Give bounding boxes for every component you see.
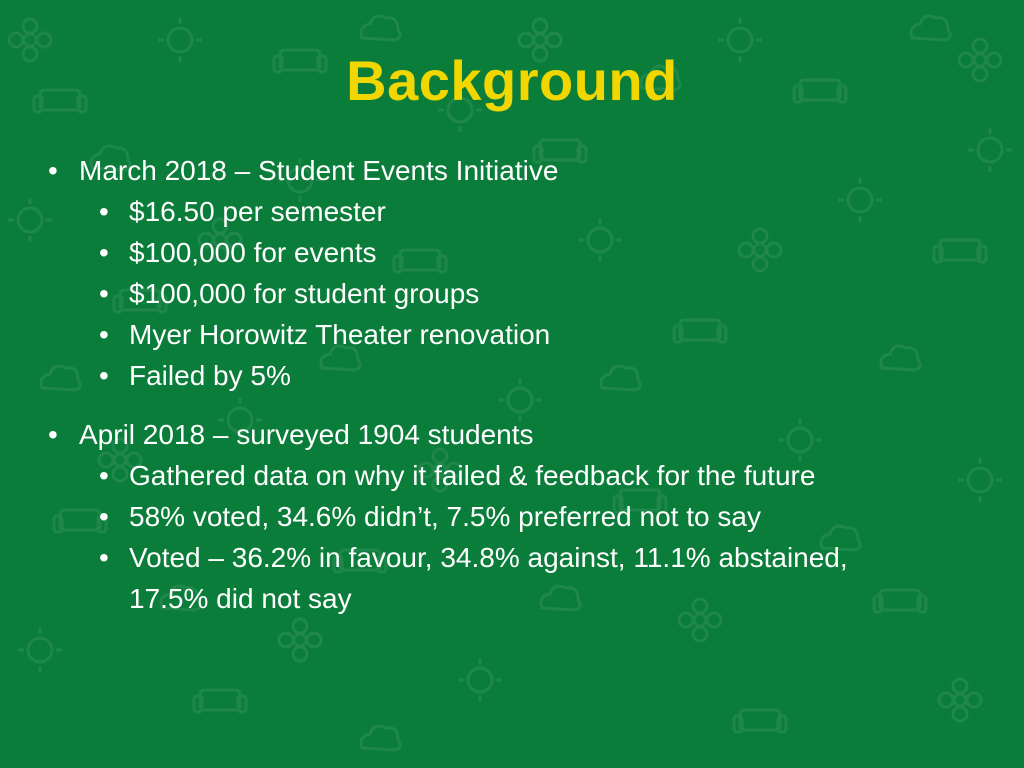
sub-bullet-item: • Gathered data on why it failed & feedback for the future xyxy=(99,455,868,496)
bullet-item xyxy=(48,150,868,396)
sub-bullet-item: • $100,000 for events xyxy=(99,232,868,273)
sub-bullet-item: • Voted – 36.2% in favour, 34.8% against, 11.1% abstained, 17.5% did not say xyxy=(99,537,868,619)
slide-body xyxy=(48,150,868,619)
bullet-item xyxy=(48,414,868,619)
bullet-text: April 2018 – surveyed 1904 students xyxy=(79,419,534,450)
sub-bullet-item: • 58% voted, 34.6% didn’t, 7.5% preferred not to say xyxy=(99,496,868,537)
sub-bullet-list xyxy=(99,455,868,619)
sub-bullet-item: • Failed by 5% xyxy=(99,355,868,396)
bullet-text: March 2018 – Student Events Initiative xyxy=(79,155,559,186)
bullet-list xyxy=(48,150,868,619)
sub-bullet-item: • Myer Horowitz Theater renovation xyxy=(99,314,868,355)
sub-bullet-list xyxy=(99,191,868,396)
sub-bullet-item: • $16.50 per semester xyxy=(99,191,868,232)
sub-bullet-item: • $100,000 for student groups xyxy=(99,273,868,314)
slide-title: Background xyxy=(346,49,678,112)
